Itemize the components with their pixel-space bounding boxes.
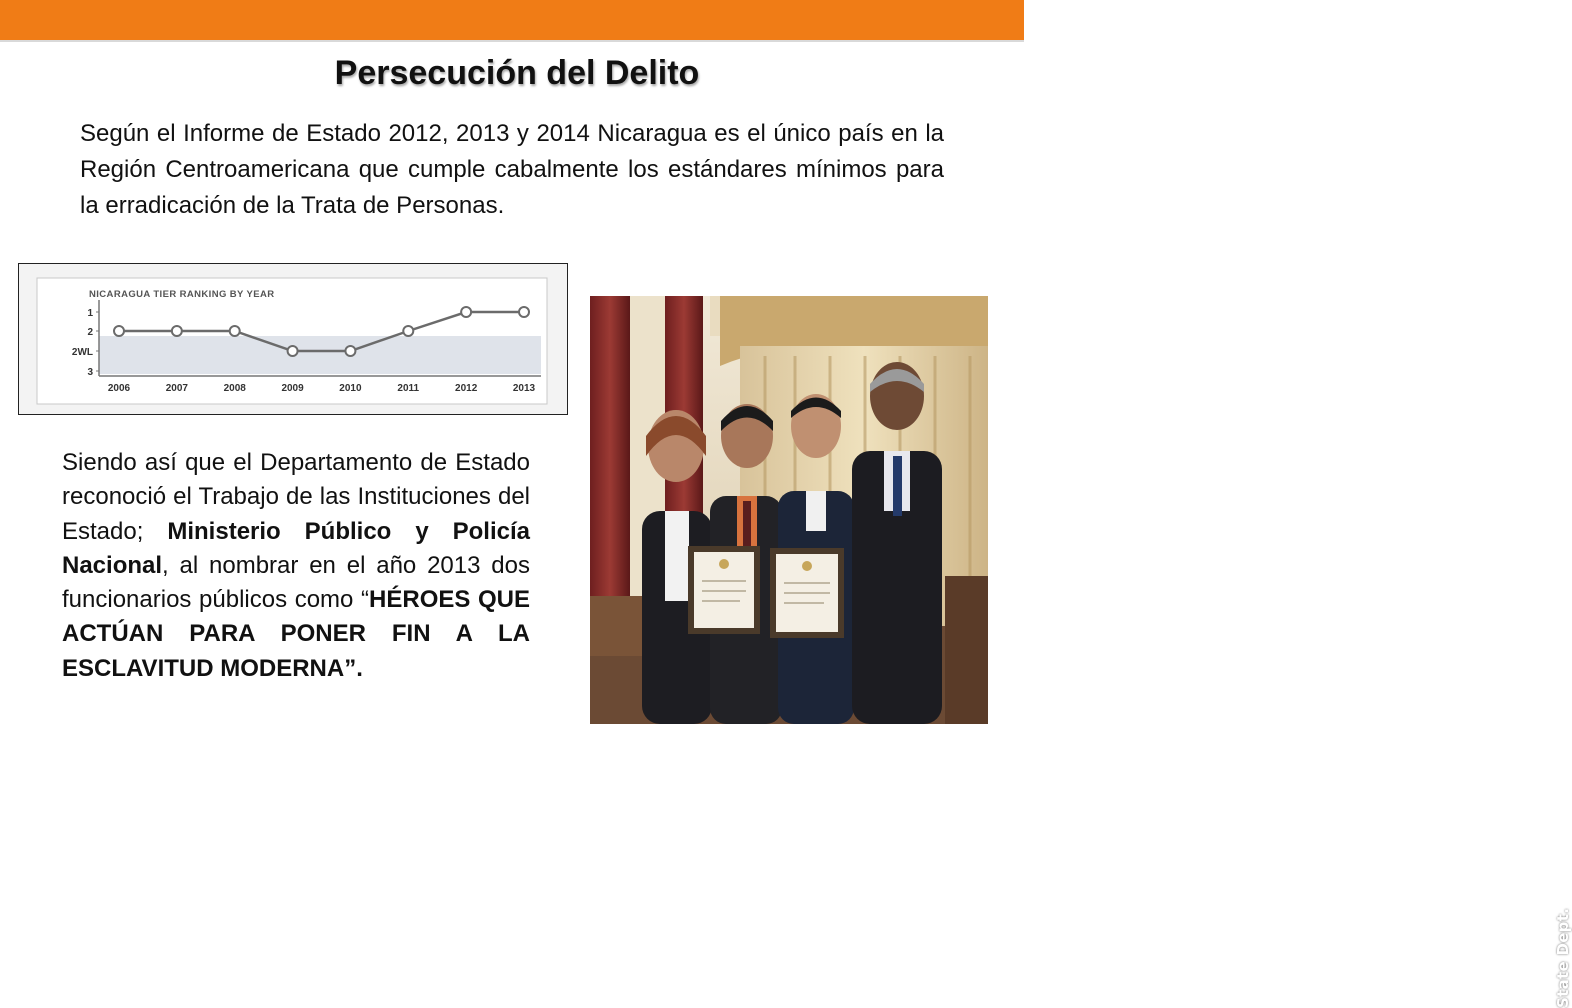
award-ceremony-photo: [590, 296, 1572, 1008]
y-tick-label: 2WL: [71, 347, 93, 358]
x-tick-label: 2006: [107, 383, 131, 394]
tier-data-point: [172, 326, 182, 336]
x-tick-label: 2007: [165, 383, 188, 394]
header-divider: [0, 40, 1024, 42]
recognition-intro: Siendo así que el Departamento de Estado reconoció el Trabajo de las Instituciones del Estado;: [62, 449, 530, 545]
recognition-paragraph: [62, 446, 530, 686]
x-tick-label: 2009: [281, 383, 304, 394]
chart-canvas: [19, 264, 567, 414]
slide-title: Persecución del Delito: [334, 54, 700, 92]
tier-data-point: [403, 326, 413, 336]
tier-data-point: [345, 346, 355, 356]
header-bar: [0, 0, 1024, 40]
institutions-highlight: Ministerio Público y Policía Nacional: [62, 517, 530, 579]
tier-data-point: [230, 326, 240, 336]
x-tick-label: 2013: [512, 383, 536, 394]
photo-watermark: State Dept.: [1554, 907, 1572, 1008]
watchlist-band: [99, 336, 541, 374]
tier-data-point: [288, 346, 298, 356]
x-tick-label: 2011: [397, 383, 420, 394]
x-tick-label: 2008: [223, 383, 246, 394]
ceremony-illustration: [590, 296, 988, 724]
y-tick-label: 3: [87, 367, 93, 378]
heroes-quote: HÉROES QUE ACTÚAN PARA PONER FIN A LA ESCLAVITUD MODERNA”.: [62, 586, 530, 682]
x-tick-label: 2010: [339, 383, 362, 394]
chart-title: NICARAGUA TIER RANKING BY YEAR: [89, 289, 275, 300]
intro-paragraph: Según el Informe de Estado 2012, 2013 y 2014 Nicaragua es el único país en la Región Centroamericana que cumple cabalmente los estándares mínimos para la erradicación de la Trata de Personas.: [80, 120, 944, 219]
tier-data-point: [114, 326, 124, 336]
recognition-middle: , al nombrar en el año 2013 dos funcionarios públicos como “: [62, 551, 530, 614]
tier-data-point: [519, 307, 529, 317]
y-tick-label: 1: [87, 308, 93, 319]
x-tick-label: 2012: [455, 383, 478, 394]
tier-ranking-chart: [18, 263, 568, 415]
tier-data-point: [461, 307, 471, 317]
y-tick-label: 2: [87, 327, 93, 338]
